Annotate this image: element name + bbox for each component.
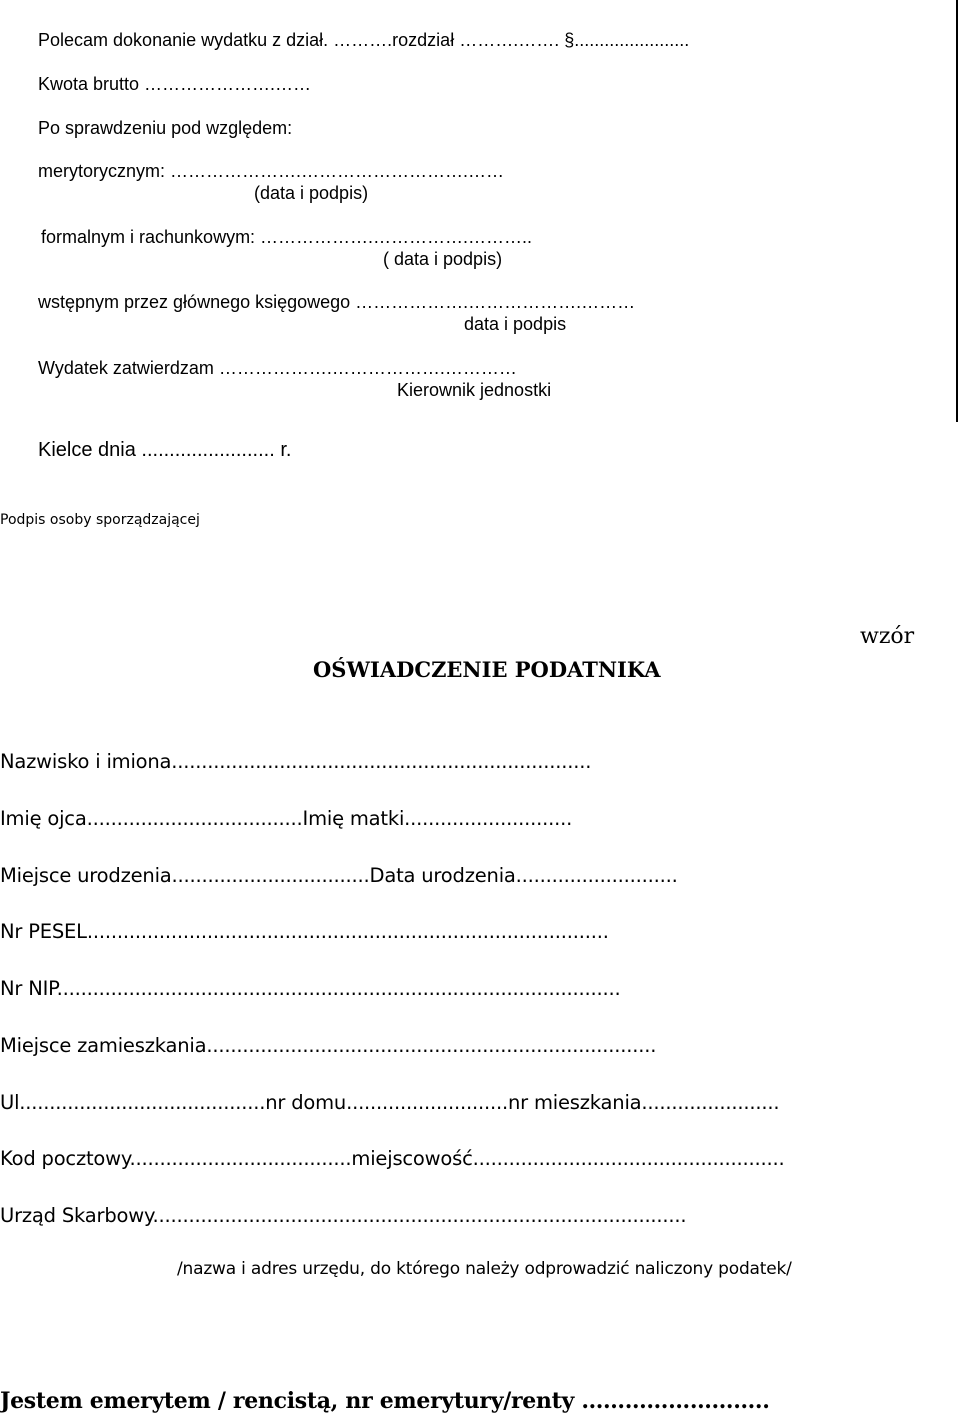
- place-date-line: Kielce dnia ........................ r.: [38, 439, 292, 461]
- field-street-address: Ul.........................................nr domu...........................nr mieszkania.......................: [0, 1091, 780, 1114]
- formal-caption: ( data i podpis): [383, 249, 503, 269]
- merit-check-line: merytorycznym: ………………….……………………….……: [38, 161, 505, 181]
- chief-accountant-line: wstępnym przez głównego księgowego ……………….……………….………: [38, 292, 636, 312]
- field-tax-office: Urząd Skarbowy.........................................................................................: [0, 1204, 687, 1227]
- chief-accountant-caption: data i podpis: [464, 314, 567, 334]
- gross-amount-line: Kwota brutto ………………….……: [38, 74, 312, 94]
- field-postal-city: Kod pocztowy.....................................miejscowość....................................................: [0, 1147, 785, 1170]
- right-edge-line: [956, 0, 958, 422]
- field-full-name: Nazwisko i imiona......................................................................: [0, 750, 592, 773]
- expense-line: Polecam dokonanie wydatku z dział. ……….rozdział ……….……. §.......................: [38, 30, 690, 50]
- merit-caption: (data i podpis): [254, 183, 369, 203]
- field-pesel: Nr PESEL.......................................................................................: [0, 920, 609, 943]
- field-birth-place-date: Miejsce urodzenia.................................Data urodzenia...........................: [0, 864, 678, 887]
- field-nip: Nr NIP..............................................................................................: [0, 977, 621, 1000]
- tax-office-note: /nazwa i adres urzędu, do którego należy odprowadzić naliczony podatek/: [177, 1259, 792, 1279]
- preparer-signature-label: Podpis osoby sporządzającej: [0, 512, 200, 528]
- field-parents-names: Imię ojca....................................Imię matki............................: [0, 807, 573, 830]
- checked-heading: Po sprawdzeniu pod względem:: [38, 118, 293, 138]
- declaration-title: OŚWIADCZENIE PODATNIKA: [313, 657, 661, 682]
- approval-line: Wydatek zatwierdzam ……………….……………….…………: [38, 358, 517, 378]
- pension-line: Jestem emerytem / rencistą, nr emerytury/renty ……………………..: [0, 1388, 770, 1414]
- approval-caption: Kierownik jednostki: [397, 380, 552, 400]
- template-label: wzór: [860, 624, 915, 649]
- field-residence: Miejsce zamieszkania...........................................................................: [0, 1034, 657, 1057]
- formal-check-line: formalnym i rachunkowym: ……………….…………….………..: [41, 227, 533, 247]
